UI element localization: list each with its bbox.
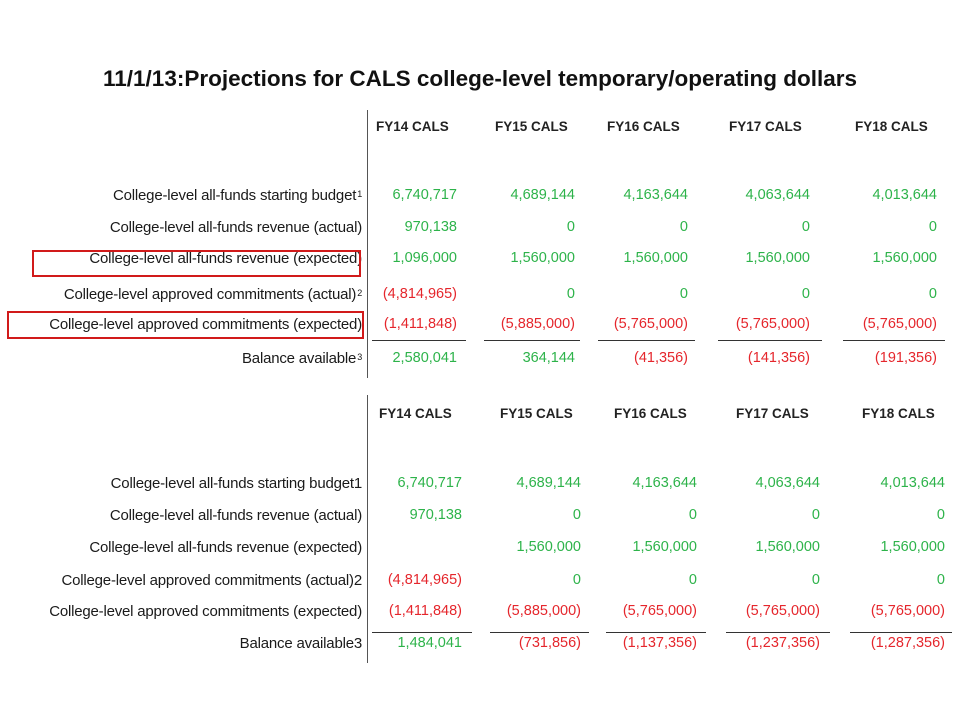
footnote-marker: 3: [357, 352, 362, 362]
row-label: [64, 286, 362, 303]
footnote-marker: 1: [357, 189, 362, 199]
value-cell: 0: [811, 572, 820, 588]
value-cell: 1,484,041: [397, 635, 462, 651]
column-header: FY18 CALS: [855, 119, 928, 134]
column-header: FY17 CALS: [729, 119, 802, 134]
value-cell: 1,560,000: [623, 250, 688, 266]
value-cell: (4,814,965): [382, 286, 457, 302]
value-cell: 4,063,644: [755, 475, 820, 491]
value-cell: (4,814,965): [387, 572, 462, 588]
value-cell: 1,560,000: [745, 250, 810, 266]
value-cell: 0: [811, 507, 820, 523]
column-header: FY16 CALS: [607, 119, 680, 134]
value-cell: 4,689,144: [516, 475, 581, 491]
row-label-text: Balance available: [242, 350, 357, 367]
value-cell: 0: [801, 219, 810, 235]
value-cell: 2,580,041: [392, 350, 457, 366]
row-label: [61, 572, 362, 589]
column-header: FY17 CALS: [736, 406, 809, 421]
projection-table-2: [0, 395, 960, 670]
highlight-box-commitments-expected: [7, 311, 364, 339]
value-cell: 0: [572, 507, 581, 523]
total-underline: [726, 632, 830, 633]
value-cell: (41,356): [633, 350, 688, 366]
column-header: FY18 CALS: [862, 406, 935, 421]
total-underline: [372, 340, 466, 341]
value-cell: 0: [936, 507, 945, 523]
value-cell: 4,163,644: [623, 187, 688, 203]
row-label: [113, 187, 362, 204]
row-label: [110, 219, 362, 236]
total-underline: [484, 340, 580, 341]
row-label-text: College-level approved commitments (expected): [49, 603, 362, 620]
value-cell: (1,237,356): [745, 635, 820, 651]
row-label-text: College-level all-funds revenue (expected): [89, 250, 362, 267]
value-cell: 1,560,000: [632, 539, 697, 555]
value-cell: 0: [688, 507, 697, 523]
row-label-text: College-level all-funds revenue (expected): [89, 539, 362, 556]
value-cell: 4,013,644: [872, 187, 937, 203]
value-cell: 0: [679, 286, 688, 302]
value-cell: 970,138: [404, 219, 457, 235]
column-header: FY16 CALS: [614, 406, 687, 421]
value-cell: (5,765,000): [745, 603, 820, 619]
value-cell: 1,560,000: [872, 250, 937, 266]
value-cell: (1,411,848): [383, 316, 457, 332]
value-cell: (5,885,000): [500, 316, 575, 332]
value-cell: 6,740,717: [397, 475, 462, 491]
value-cell: 1,096,000: [392, 250, 457, 266]
footnote-marker: 2: [357, 288, 362, 298]
value-cell: 6,740,717: [392, 187, 457, 203]
column-header: FY14 CALS: [376, 119, 449, 134]
value-cell: (1,287,356): [870, 635, 945, 651]
total-underline: [598, 340, 695, 341]
row-label: [89, 539, 362, 556]
row-label-text: College-level all-funds starting budget: [113, 187, 357, 204]
row-label-text: College-level all-funds revenue (actual): [109, 219, 362, 236]
value-cell: (5,765,000): [735, 316, 810, 332]
value-cell: 0: [688, 572, 697, 588]
value-cell: (1,411,848): [388, 603, 462, 619]
value-cell: 364,144: [522, 350, 575, 366]
table-divider-line: [367, 395, 368, 663]
value-cell: (1,137,356): [622, 635, 697, 651]
column-header: FY15 CALS: [495, 119, 568, 134]
value-cell: 0: [928, 219, 937, 235]
value-cell: 0: [928, 286, 937, 302]
row-label-text: College-level all-funds revenue (actual): [109, 507, 362, 524]
value-cell: 1,560,000: [755, 539, 820, 555]
projection-table-1: [0, 110, 960, 385]
page-title: 11/1/13:Projections for CALS college-level temporary/operating dollars: [103, 66, 857, 91]
value-cell: 0: [801, 286, 810, 302]
row-label: [110, 507, 362, 524]
column-header: FY14 CALS: [379, 406, 452, 421]
total-underline: [490, 632, 589, 633]
row-label-text: Balance available3: [239, 635, 362, 652]
total-underline: [843, 340, 945, 341]
value-cell: (191,356): [874, 350, 937, 366]
value-cell: 0: [566, 286, 575, 302]
column-header: FY15 CALS: [500, 406, 573, 421]
table-divider-line: [367, 110, 368, 378]
value-cell: (731,856): [518, 635, 581, 651]
value-cell: 4,063,644: [745, 187, 810, 203]
row-label-text: College-level approved commitments (actual)2: [61, 572, 362, 589]
total-underline: [718, 340, 822, 341]
value-cell: 970,138: [409, 507, 462, 523]
value-cell: 4,689,144: [510, 187, 575, 203]
value-cell: 0: [936, 572, 945, 588]
total-underline: [606, 632, 706, 633]
value-cell: (141,356): [747, 350, 810, 366]
value-cell: (5,765,000): [862, 316, 937, 332]
total-underline: [850, 632, 952, 633]
row-label: [242, 350, 362, 367]
row-label-text: College-level approved commitments (expected): [49, 316, 362, 333]
value-cell: 1,560,000: [880, 539, 945, 555]
value-cell: 0: [679, 219, 688, 235]
row-label-text: College-level all-funds starting budget1: [110, 475, 362, 492]
value-cell: (5,765,000): [613, 316, 688, 332]
value-cell: 4,013,644: [880, 475, 945, 491]
value-cell: (5,765,000): [622, 603, 697, 619]
row-label-text: College-level approved commitments (actual): [63, 286, 357, 303]
row-label: [240, 635, 362, 652]
value-cell: 0: [566, 219, 575, 235]
value-cell: 1,560,000: [510, 250, 575, 266]
value-cell: (5,885,000): [506, 603, 581, 619]
value-cell: 0: [572, 572, 581, 588]
value-cell: 4,163,644: [632, 475, 697, 491]
highlight-box-revenue-expected: [32, 250, 361, 277]
value-cell: (5,765,000): [870, 603, 945, 619]
row-label: [49, 603, 362, 620]
total-underline: [372, 632, 472, 633]
value-cell: 1,560,000: [516, 539, 581, 555]
row-label: [111, 475, 362, 492]
